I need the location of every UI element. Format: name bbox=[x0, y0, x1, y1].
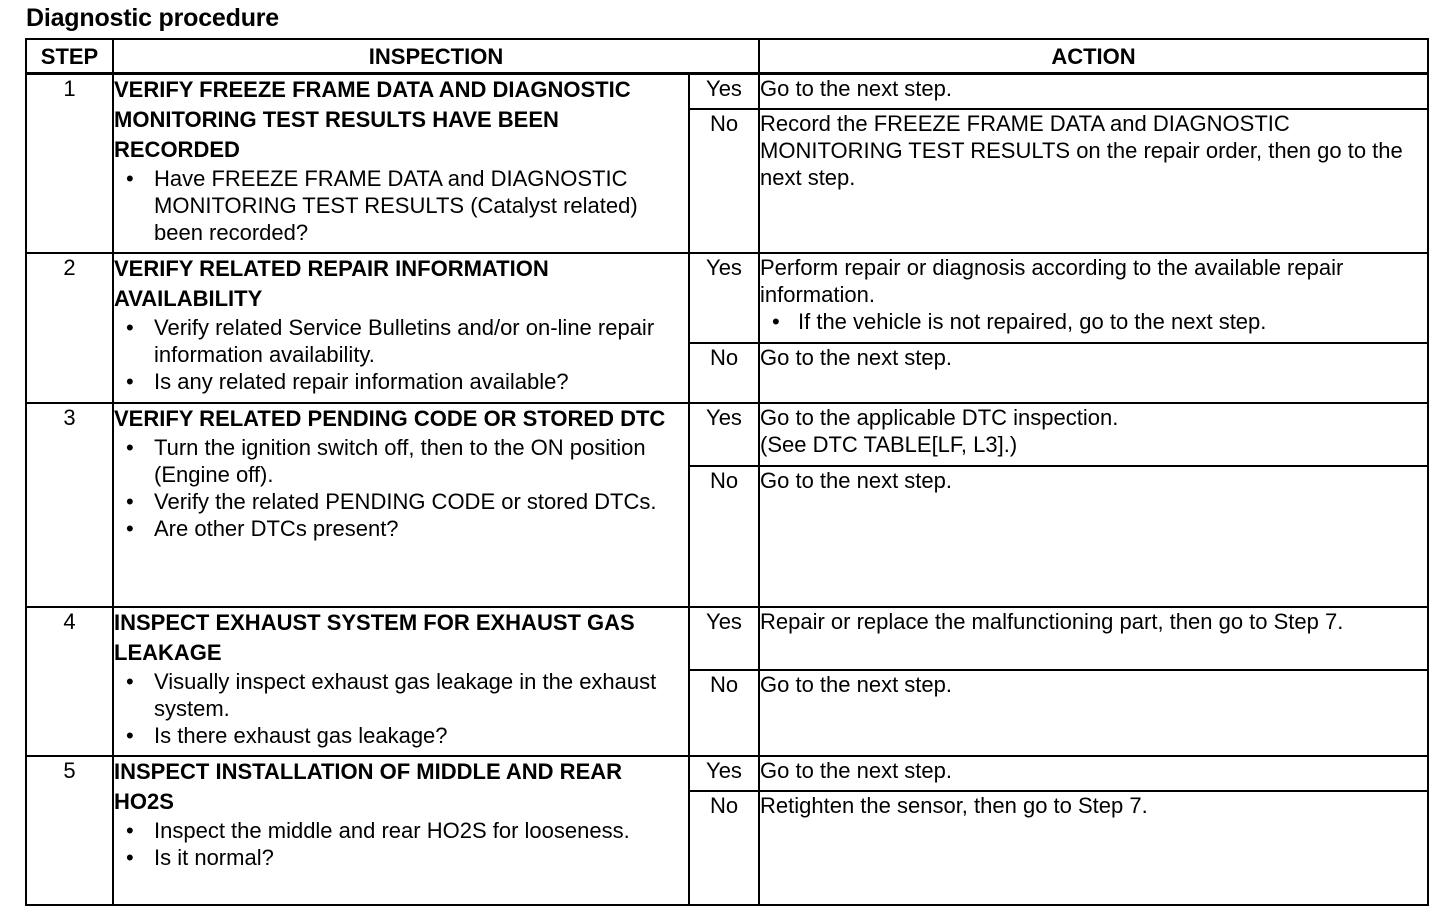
inspection-bullets bbox=[114, 434, 688, 542]
inspection-bullets bbox=[114, 668, 688, 749]
diagnostic-procedure-table bbox=[25, 38, 1429, 906]
action-bullet: • If the vehicle is not repaired, go to the next step. bbox=[798, 308, 1427, 335]
no-label: No bbox=[689, 791, 759, 905]
step-row-yes bbox=[26, 253, 1428, 343]
inspection-cell bbox=[113, 756, 689, 905]
inspection-bullet: • Have FREEZE FRAME DATA and DIAGNOSTIC MONITORING TEST RESULTS (Catalyst related) been recorded? bbox=[154, 165, 688, 246]
inspection-bullet: • Is any related repair information available? bbox=[154, 368, 688, 395]
inspection-bullet: • Visually inspect exhaust gas leakage in the exhaust system. bbox=[154, 668, 688, 722]
step-number: 1 bbox=[26, 74, 113, 253]
inspection-title: INSPECT INSTALLATION OF MIDDLE AND REAR HO2S bbox=[114, 758, 623, 814]
yes-action-cell bbox=[759, 403, 1428, 466]
inspection-cell bbox=[113, 253, 689, 403]
yes-label: Yes bbox=[689, 403, 759, 466]
inspection-title: VERIFY FREEZE FRAME DATA AND DIAGNOSTIC MONITORING TEST RESULTS HAVE BEEN RECORDED bbox=[114, 77, 631, 162]
table-header-row bbox=[26, 39, 1428, 74]
yes-action: Go to the next step. bbox=[759, 74, 1428, 109]
inspection-cell bbox=[113, 74, 689, 253]
dtc-table-reference[interactable]: (See DTC TABLE[LF, L3].) bbox=[760, 431, 1018, 457]
page-title: Diagnostic procedure bbox=[26, 4, 279, 32]
header-inspection: INSPECTION bbox=[113, 39, 759, 74]
inspection-cell bbox=[113, 403, 689, 607]
step-row-yes bbox=[26, 607, 1428, 670]
header-step: STEP bbox=[26, 39, 113, 74]
no-action: Record the FREEZE FRAME DATA and DIAGNOSTIC MONITORING TEST RESULTS on the repair order, then go to the next step. bbox=[759, 109, 1428, 253]
step-row-yes bbox=[26, 74, 1428, 109]
inspection-bullet: • Inspect the middle and rear HO2S for looseness. bbox=[154, 817, 688, 844]
action-bullets bbox=[760, 308, 1427, 335]
inspection-bullet: • Verify the related PENDING CODE or stored DTCs. bbox=[154, 488, 688, 515]
yes-label: Yes bbox=[689, 756, 759, 791]
yes-action: Perform repair or diagnosis according to the available repair information. bbox=[760, 254, 1344, 307]
step-number: 3 bbox=[26, 403, 113, 607]
no-action: Go to the next step. bbox=[759, 343, 1428, 403]
yes-action: Repair or replace the malfunctioning part, then go to Step 7. bbox=[759, 607, 1428, 670]
yes-action: Go to the applicable DTC inspection. bbox=[760, 404, 1119, 430]
step-number: 5 bbox=[26, 756, 113, 905]
inspection-bullet: • Is it normal? bbox=[154, 844, 688, 871]
yes-label: Yes bbox=[689, 607, 759, 670]
inspection-bullets bbox=[114, 817, 688, 871]
inspection-bullet: • Are other DTCs present? bbox=[154, 515, 688, 542]
step-number: 2 bbox=[26, 253, 113, 403]
inspection-bullets bbox=[114, 314, 688, 395]
inspection-title: VERIFY RELATED REPAIR INFORMATION AVAILABILITY bbox=[114, 255, 549, 311]
inspection-title: INSPECT EXHAUST SYSTEM FOR EXHAUST GAS LEAKAGE bbox=[114, 609, 635, 665]
no-label: No bbox=[689, 466, 759, 607]
step-row-yes bbox=[26, 756, 1428, 791]
no-action: Go to the next step. bbox=[759, 466, 1428, 607]
no-action: Retighten the sensor, then go to Step 7. bbox=[759, 791, 1428, 905]
step-row-yes bbox=[26, 403, 1428, 466]
step-number: 4 bbox=[26, 607, 113, 756]
inspection-bullet: • Turn the ignition switch off, then to the ON position (Engine off). bbox=[154, 434, 688, 488]
no-label: No bbox=[689, 343, 759, 403]
yes-action-cell bbox=[759, 253, 1428, 343]
no-label: No bbox=[689, 670, 759, 756]
inspection-title: VERIFY RELATED PENDING CODE OR STORED DTC bbox=[114, 405, 666, 431]
no-label: No bbox=[689, 109, 759, 253]
inspection-bullet: • Is there exhaust gas leakage? bbox=[154, 722, 688, 749]
inspection-bullets bbox=[114, 165, 688, 246]
yes-label: Yes bbox=[689, 74, 759, 109]
yes-label: Yes bbox=[689, 253, 759, 343]
header-action: ACTION bbox=[759, 39, 1428, 74]
yes-action: Go to the next step. bbox=[759, 756, 1428, 791]
inspection-bullet: • Verify related Service Bulletins and/or on-line repair information availability. bbox=[154, 314, 688, 368]
inspection-cell bbox=[113, 607, 689, 756]
no-action: Go to the next step. bbox=[759, 670, 1428, 756]
